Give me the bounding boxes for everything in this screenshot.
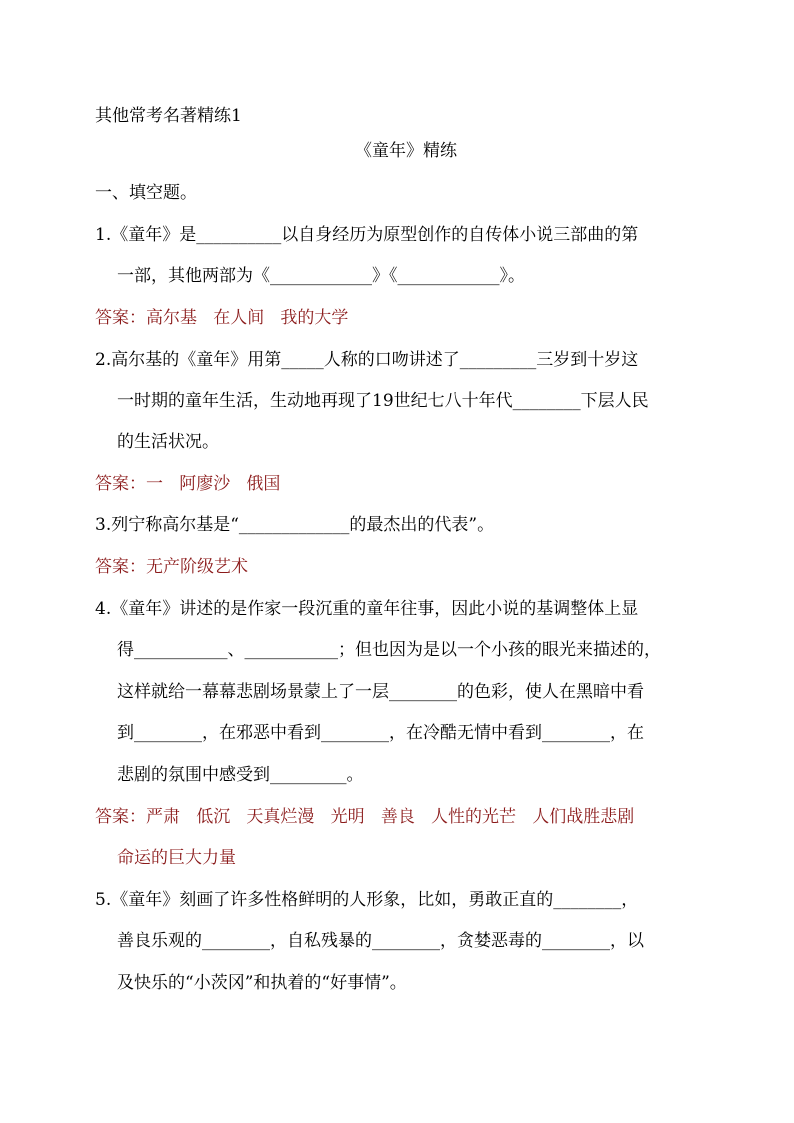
question-4-line-2: 得___________、___________；但也因为是以一个小孩的眼光来描述的， — [117, 640, 661, 660]
question-4-line-1: 4.《童年》讲述的是作家一段沉重的童年往事，因此小说的基调整体上显 — [95, 599, 639, 619]
answer-4-line-1: 答案：严肃 低沉 天真烂漫 光明 善良 人性的光芒 人们战胜悲剧 — [95, 807, 635, 827]
question-4-line-4: 到________，在邪恶中看到________，在冷酷无情中看到________，在 — [117, 723, 644, 743]
answer-1: 答案：高尔基 在人间 我的大学 — [95, 308, 349, 328]
question-4-line-5: 悲剧的氛围中感受到_________。 — [117, 765, 364, 785]
question-1-line-1: 1.《童年》是__________以自身经历为原型创作的自传体小说三部曲的第 — [95, 225, 639, 245]
document-title: 《童年》精练 — [355, 141, 457, 161]
question-2-line-2: 一时期的童年生活，生动地再现了19世纪七八十年代________下层人民 — [117, 391, 649, 411]
question-2-line-1: 2.高尔基的《童年》用第_____人称的口吻讲述了_________三岁到十岁这 — [95, 350, 639, 370]
question-3-line-1: 3.列宁称高尔基是“_____________的最杰出的代表”。 — [95, 515, 495, 535]
answer-4-line-2: 命运的巨大力量 — [117, 848, 236, 868]
answer-3: 答案：无产阶级艺术 — [95, 557, 248, 577]
document-subtitle: 其他常考名著精练1 — [95, 106, 242, 126]
question-1-line-2: 一部，其他两部为《____________》《____________》。 — [117, 266, 525, 286]
question-5-line-2: 善良乐观的________，自私残暴的________，贪婪恶毒的________，以 — [117, 931, 644, 951]
question-4-line-3: 这样就给一幕幕悲剧场景蒙上了一层________的色彩，使人在黑暗中看 — [117, 682, 644, 702]
section-heading: 一、填空题。 — [95, 183, 197, 203]
question-5-line-1: 5.《童年》刻画了许多性格鲜明的人形象，比如，勇敢正直的________， — [95, 890, 639, 910]
question-2-line-3: 的生活状况。 — [117, 432, 219, 452]
question-5-line-3: 及快乐的“小茨冈”和执着的“好事情”。 — [117, 973, 407, 993]
answer-2: 答案：一 阿廖沙 俄国 — [95, 474, 281, 494]
